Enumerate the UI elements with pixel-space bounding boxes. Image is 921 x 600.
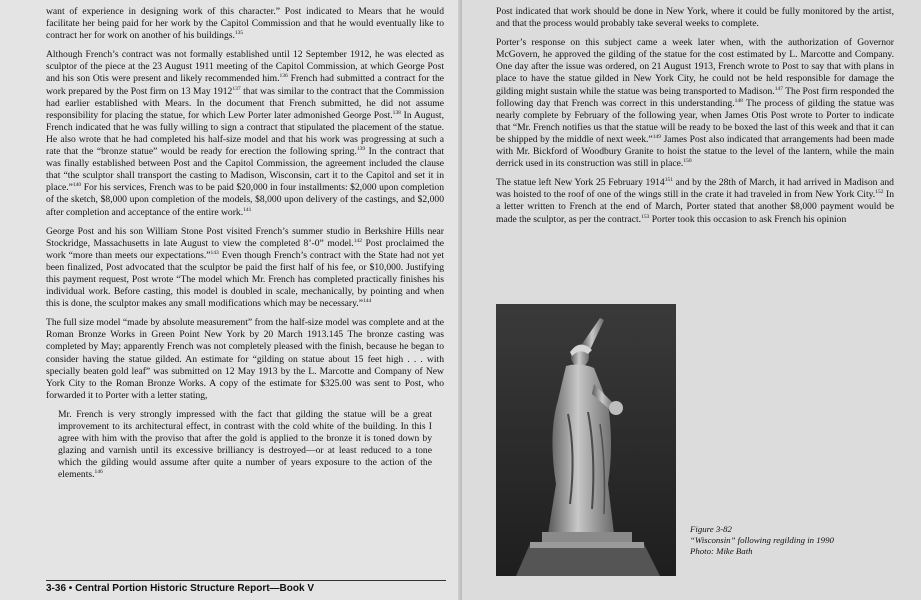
- text-run: Post indicated that work should be done in New York, where it could be fully monitored by the artist, and that the process would probably take several weeks to complete.: [496, 6, 894, 30]
- footnote-ref: 144: [362, 297, 372, 304]
- paragraph: [496, 177, 894, 225]
- page-footer: 3-36 • Central Portion Historic Structure Report—Book V: [46, 580, 446, 594]
- footnote-ref: 151: [664, 177, 673, 184]
- paragraph: [46, 49, 444, 218]
- wisconsin-statue-image: [496, 304, 676, 576]
- figure-title: “Wisconsin” following regilding in 1990: [690, 535, 834, 545]
- text-run: Post proclaimed the work “more than meets our expectations.”: [46, 237, 444, 261]
- footnote-ref: 148: [734, 97, 743, 104]
- text-run: For his services, French was to be paid $20,000 in four installments: $2,000 upon completion of the sketch, $8,000 upon completion of the models, $8,000 upon delivery of the castings, and $2,000 after completion and acceptance of the entire work.: [46, 182, 444, 218]
- text-run: Mr. French is very strongly impressed with the fact that gilding the statue will be a great improvement to its architectural effect, in contrast with the cold white of the building. In this I agree with him with the proviso that after the gold is applied to the bronze it is toned down by glazing and varnish until its excessive brilliancy is destroyed—or at least reduced to a tone which the gilding would assume after quite a number of years exposure to the action of the elements.: [58, 408, 432, 481]
- footnote-ref: 141: [243, 206, 252, 213]
- text-run: The full size model “made by absolute measurement” from the half-size model was complete and at the Roman Bronze Works in Green Point New York by 20 March 1913.145 The bronze casting was completed by May; apparently French was not completely pleased with the finish, because he began to consider having the statue gilded. An estimate for “gilding on statue about 15 feet high . . . with specially beaten gold leaf” was submitted on 12 May 1913 by the L. Marcotte and Company of New York City to the Roman Bronze Works. A copy of the estimate for $325.00 was sent to Post, who forwarded it to Porter with a letter stating,: [46, 317, 444, 401]
- block-quote: [58, 409, 432, 482]
- paragraph: [46, 6, 444, 42]
- statue-photo: [496, 304, 676, 576]
- text-run: want of experience in designing work of this character.” Post indicated to Mears that he would facilitate her being paid for her work by the Capitol Commission and that he would eventually like to contract her for work on another of his buildings.: [46, 6, 444, 42]
- paragraph: [46, 226, 444, 311]
- footnote-ref: 153: [641, 213, 650, 220]
- right-text-column: [496, 6, 894, 233]
- footnote-ref: 137: [232, 85, 241, 92]
- figure-label: Figure 3-82: [690, 524, 732, 534]
- right-page: [462, 0, 921, 600]
- text-run: In a letter written to French at the end of March, Porter stated that another $8,000 payment would be made the sculptor, as per the contract.: [496, 189, 894, 225]
- paragraph: [496, 6, 894, 30]
- text-run: The process of gilding the statue was nearly complete by February of the following year, when James Otis Post wrote to Porter to indicate that “Mr. French notifies us that the statue will be ready to be boxed the last of this week and that it can be shipped by the middle of next week.”: [496, 97, 895, 145]
- footnote-ref: 139: [356, 145, 366, 152]
- footnote-ref: 152: [875, 189, 884, 196]
- footnote-ref: 146: [94, 469, 103, 476]
- text-run: Although French’s contract was not formally established until 12 September 1912, he was elected as sculptor of the piece at the 23 August 1911 meeting of the Capitol Commission, at which George Post and his son Otis were present and likely recommended him.: [46, 49, 444, 85]
- footnote-ref: 150: [683, 157, 692, 164]
- footnote-ref: 142: [353, 237, 362, 244]
- text-run: French had submitted a contract for the work prepared by the Post firm on 13 May 1912: [46, 73, 444, 97]
- footnote-ref: 136: [279, 73, 288, 80]
- text-run: that was similar to the contract that the Commission had earlier established with Mears. In the document that French submitted, he did not assume responsibility for placing the statue, for which Lew Porter later admonished George Post.: [46, 85, 445, 121]
- figure-credit: Photo: Mike Bath: [690, 546, 753, 556]
- footnote-ref: 149: [652, 133, 661, 140]
- footnote-ref: 143: [210, 249, 219, 256]
- text-run: The statue left New York 25 February 1914: [496, 177, 665, 189]
- text-run: Even though French’s contract with the State had not yet been finalized, Post advocated that the sculptor be paid the first half of his fee, or $10,000. Justifying this payment request, Post wrote “The model which Mr. French has completed practically finishes his individual work. Before casting, this model is doubled in scale, mechanically, by pointing and when this is done, the sculptor makes any small modifications which may be necessary.”: [46, 249, 444, 310]
- paragraph: [46, 317, 444, 402]
- text-run: The Post firm responded the following day that French was correct in this understanding.: [496, 85, 895, 109]
- footnote-ref: 138: [392, 109, 401, 116]
- paragraph: [496, 37, 894, 170]
- left-text-column: [46, 6, 444, 487]
- text-run: and by the 28th of March, it had arrived in Madison and was hoisted to the roof of one of the wings still in the crate it had traveled in from New York City.: [496, 177, 894, 201]
- footnote-ref: 147: [774, 85, 783, 92]
- footnote-ref: 140: [72, 182, 82, 189]
- text-run: Porter took this occasion to ask French his opinion: [649, 213, 847, 225]
- text-run: George Post and his son William Stone Post visited French’s summer studio in Berkshire Hills near Stockridge, Massachusetts in late August to view the completed 8’-0” model.: [46, 225, 444, 249]
- text-run: Porter’s response on this subject came a week later when, with the authorization of Governor McGovern, he approved the gilding of the statue for the cost estimated by L. Marcotte and Company. One day after the issue was ordered, on 21 August 1913, French wrote to Post to say that with plans in place to have the statue gilded in New York City, he could not be held responsible for damage the gilding might sustain while the statue was being transported to Madison.: [496, 37, 894, 97]
- figure-caption: [690, 524, 870, 557]
- text-run: In the contract that was finally established between Post and the Capitol Commission, the agreement included the clause that “the sculptor shall transport the casting to Madison, Wisconsin, cart it to the Capitol and set it in place.”: [46, 146, 444, 194]
- text-run: In August, French indicated that he was fully willing to sign a contract that stipulated the placement of the statue. He also wrote that he had completed his half-size model and that his work was progressing at such a rate that the “bronze statue” would be ready for erection the following spring.: [46, 109, 444, 158]
- text-run: James Post also indicated that arrangements had been made with Mr. Bickford of Woodbury Granite to hoist the statue to the level of the lantern, while the main derrick used in its construction was still in place.: [496, 133, 894, 170]
- footnote-ref: 135: [234, 30, 244, 36]
